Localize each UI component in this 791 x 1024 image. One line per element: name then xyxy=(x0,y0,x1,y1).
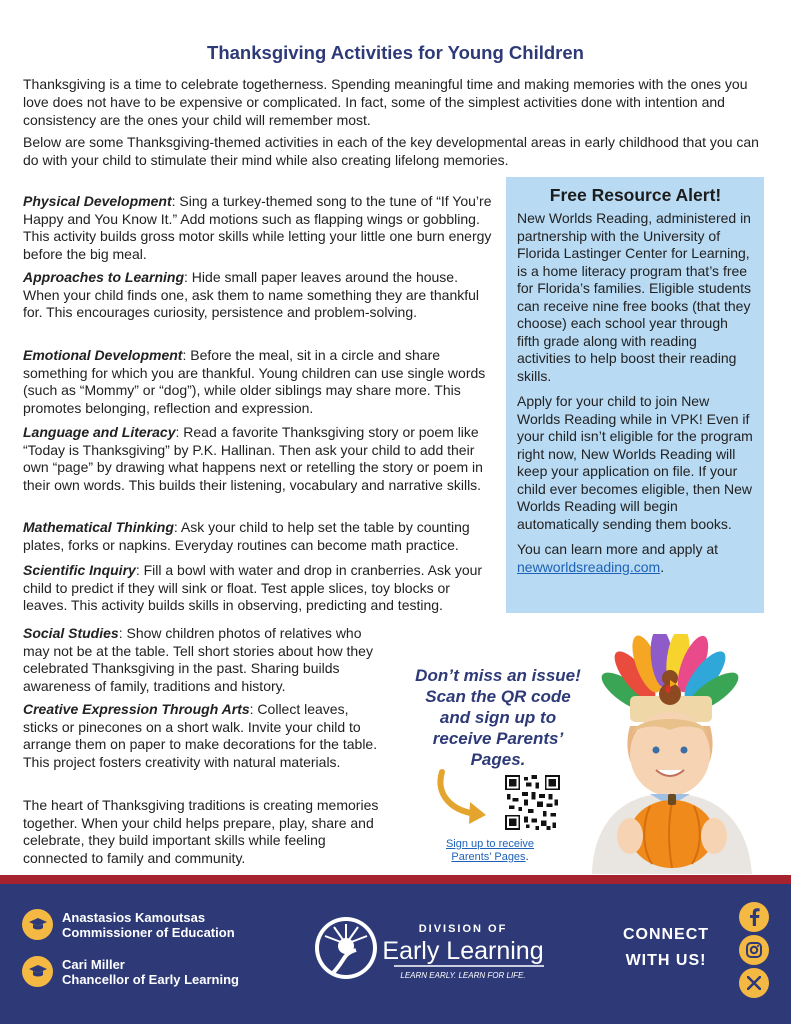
person-role: Chancellor of Early Learning xyxy=(62,971,239,987)
activity-social-studies xyxy=(23,625,381,695)
connect-line: WITH US! xyxy=(625,952,707,969)
callout-heading: Free Resource Alert! xyxy=(549,185,722,205)
activity-mathematical-thinking xyxy=(23,519,495,554)
promo-message xyxy=(398,665,598,770)
activity-language-and-literacy xyxy=(23,424,495,494)
activity-text: : Fill a bowl with water and drop in cranberries. Ask your child to predict if they will sink or float. Test apple slices, toy blocks or leaves. This activity builds skills in observing, predicting and testing. xyxy=(23,562,483,613)
commissioner-credit xyxy=(22,909,235,940)
child-photo xyxy=(572,634,772,874)
intro-paragraph: Below are some Thanksgiving-themed activities in each of the key developmental areas in early childhood that you can do with your child to stimulate their mind while also creating lifelong memories. xyxy=(23,134,759,168)
activity-text: : Hide small paper leaves around the house. When your child finds one, ask them to name something they are thankful for. This encourages curiosity, persistence and problem-solving. xyxy=(23,269,480,320)
graduation-cap-icon xyxy=(22,909,53,940)
signup-period: . xyxy=(525,851,529,863)
activity-label: Creative Expression Through Arts xyxy=(23,701,250,717)
promo-line: Don’t miss an issue! xyxy=(415,666,581,685)
activity-label: Scientific Inquiry xyxy=(23,562,136,578)
activity-text: : Ask your child to help set the table by counting plates, forks or napkins. Everyday routines can become math practice. xyxy=(23,519,470,553)
activity-text: : Sing a turkey-themed song to the tune of “If You’re Happy and You Know It.” Add motions such as flapping wings or gobbling. This activity builds gross motor skills while letting your little one burn energy before the big meal. xyxy=(23,193,492,262)
promo-line: receive Parents’ xyxy=(432,729,564,748)
page-title: Thanksgiving Activities for Young Children xyxy=(207,42,584,63)
activity-text: : Show children photos of relatives who may not be at the table. Tell short stories about how they celebrated Thanksgiving in the past. Sharing builds awareness of family, traditions and history. xyxy=(23,625,373,694)
logo-division-text: DIVISION OF xyxy=(418,923,508,935)
person-role: Commissioner of Education xyxy=(62,924,235,940)
logo-tagline-text: LEARN EARLY. LEARN FOR LIFE. xyxy=(400,971,526,980)
activity-creative-expression xyxy=(23,701,381,771)
activity-text: : Collect leaves, sticks or pinecones on a short walk. Invite your child to arrange them on paper to make decorations for the table. This project fosters creativity with natural materials. xyxy=(23,701,378,770)
promo-line: Pages. xyxy=(470,750,526,769)
callout-link-lead: You can learn more and apply at xyxy=(517,541,719,557)
connect-line: CONNECT xyxy=(622,926,710,943)
activity-physical-development xyxy=(23,193,495,263)
callout-period: . xyxy=(660,558,665,575)
logo-name-text: Early Learning xyxy=(382,937,544,965)
callout-paragraph xyxy=(517,541,754,576)
intro-paragraph: Thanksgiving is a time to celebrate togetherness. Spending meaningful time and making memories with the ones you love does not have to be expensive or complicated. In fact, some of the simplest activities done with intention and consistency are the ones your child will remember most. xyxy=(23,76,748,128)
chancellor-credit xyxy=(22,956,239,987)
new-worlds-reading-link[interactable]: newworldsreading.com xyxy=(517,558,661,575)
activity-emotional-development xyxy=(23,347,495,417)
activity-label: Physical Development xyxy=(23,193,172,209)
activity-label: Social Studies xyxy=(23,625,119,641)
free-resource-callout xyxy=(506,177,764,613)
person-name: Cari Miller xyxy=(62,956,125,972)
activity-label: Approaches to Learning xyxy=(23,269,185,285)
promo-line: Scan the QR code xyxy=(425,687,571,706)
instagram-icon[interactable] xyxy=(739,935,769,965)
graduation-cap-icon xyxy=(22,956,53,987)
connect-label xyxy=(612,922,720,974)
callout-paragraph: Apply for your child to join New Worlds Reading while in VPK! Even if your child isn’t eligible for the program right now, New Worlds Reading will keep your application on file. If your child ever becomes eligible, then New Worlds Reading will begin automatically sending them books. xyxy=(517,393,753,532)
early-learning-logo xyxy=(312,912,562,992)
signup-caption xyxy=(428,838,552,864)
activity-text: : Read a favorite Thanksgiving story or poem like “Today is Thanksgiving” by P.K. Hallinan. Then ask your child to add their own “page” by drawing what happens next or retelling the story or poem in their own words. This builds their listening, vocabulary and narrative skills. xyxy=(23,424,483,493)
activity-approaches-to-learning xyxy=(23,269,495,322)
feather-headdress xyxy=(596,634,744,722)
curved-arrow-icon xyxy=(432,768,494,828)
activity-label: Emotional Development xyxy=(23,347,183,363)
qr-code-icon[interactable] xyxy=(505,775,560,830)
activity-text: : Before the meal, sit in a circle and share something for which you are thankful. Young children can use single words (such as “Mommy” or “dog”), while older siblings may share more. This promotes belonging, reflection and expression. xyxy=(23,347,486,416)
signup-link[interactable]: Sign up to receive Parents’ Pages xyxy=(445,838,535,863)
facebook-icon[interactable] xyxy=(739,902,769,932)
x-icon[interactable] xyxy=(739,968,769,998)
promo-line: and sign up to xyxy=(439,708,557,727)
activity-label: Language and Literacy xyxy=(23,424,176,440)
person-name: Anastasios Kamoutsas xyxy=(62,909,206,925)
activity-label: Mathematical Thinking xyxy=(23,519,174,535)
footer-accent-bar xyxy=(0,875,791,884)
closing-paragraph: The heart of Thanksgiving traditions is creating memories together. When your child helps prepare, play, share and celebrate, they build important skills while feeling connected to family and community. xyxy=(23,797,379,866)
callout-paragraph: New Worlds Reading, administered in partnership with the University of Florida Lastinger Center for Learning, is a home literacy program that’s free for Florida’s families. Eligible students can receive nine free books (that they choose) each school year through fifth grade along with reading activities to help boost their reading skills. xyxy=(517,210,751,384)
activity-scientific-inquiry xyxy=(23,562,495,615)
